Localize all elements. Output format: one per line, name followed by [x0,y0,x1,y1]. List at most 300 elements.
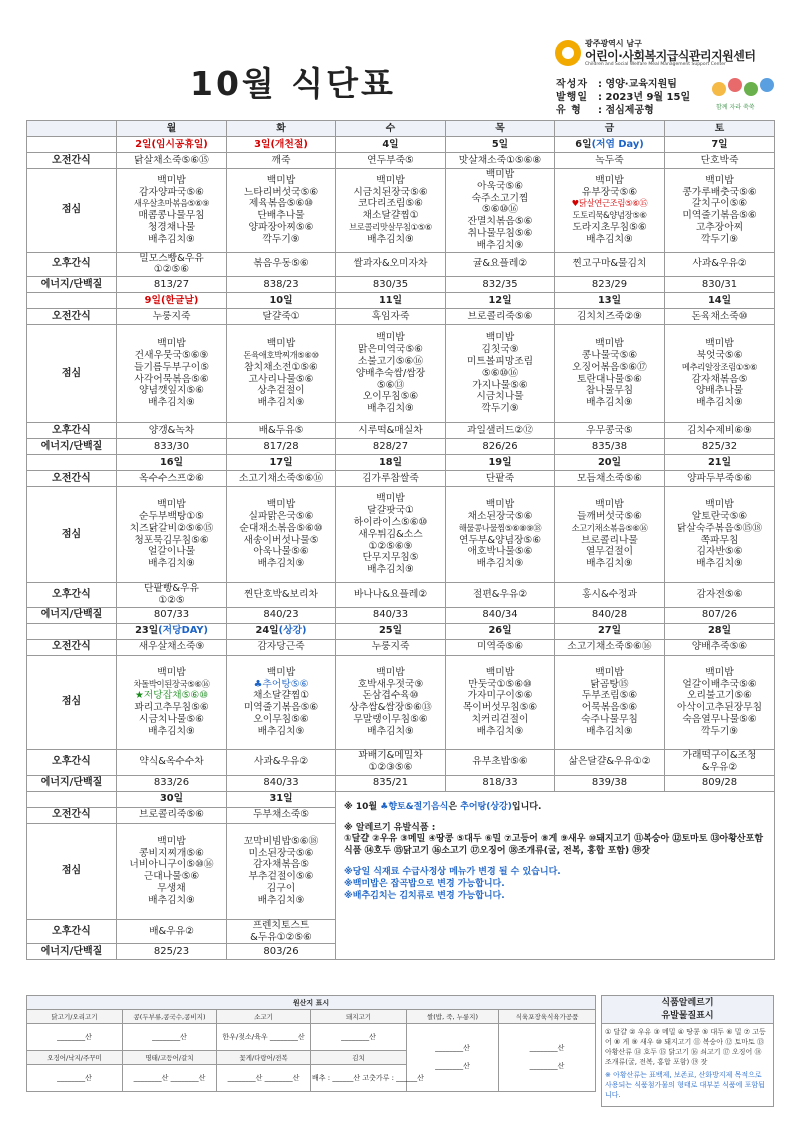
morning-snack-cell: 닭살채소죽⑤⑥⑮ [117,153,227,169]
lunch-cell [227,325,336,423]
date-row [27,293,775,309]
lunch-item: 채소된장국⑤⑥ [467,511,533,523]
lunch-item: 매콤콩나물무침 [138,210,205,222]
afternoon-snack-cell: 단팥빵&우유 ①②⑤ [117,583,227,608]
lunch-item: 숙주나물무침 [581,714,638,726]
lunch-cell [336,169,446,253]
meta-author: 작성자 : 영양·교육지원팀 [556,79,677,90]
lunch-item: 백미밥 [485,332,515,344]
energy-protein-cell: 807/26 [665,607,775,623]
morning-snack-cell: 김가루참쌀죽 [336,471,446,487]
lunch-item: 오이무침⑤⑥ [253,714,309,726]
row-label: 오후간식 [27,749,117,775]
afternoon-snack-cell: 배&우유② [117,919,227,944]
morning-snack-cell: 깨죽 [227,153,336,169]
row-label: 오전간식 [27,309,117,325]
energy-protein-cell: 840/33 [336,607,446,623]
lunch-cell [117,655,227,749]
afternoon-row [27,749,775,775]
morning-snack-cell: 옥수수스프②⑥ [117,471,227,487]
lunch-cell [117,325,227,423]
lunch-item: 잔멸치볶음⑤⑥ [467,216,533,228]
lunch-cell [117,487,227,583]
lunch-item: 느타리버섯국⑤⑥ [243,186,319,198]
lunch-item: 양배추나물 [695,385,744,397]
lunch-item: 백미밥 [266,174,296,186]
lunch-item: 시금치나물 [476,391,524,403]
lunch-item: 순두부백탕①⑤ [139,511,204,523]
row-label: 점심 [27,169,117,253]
lunch-item: 순대채소볶음⑤⑥⑩ [239,522,323,534]
date-cell: 23일(저당DAY) [117,623,227,639]
logo-center-name: 어린이·사회복지급식관리지원센터 [585,49,756,63]
lunch-item: ⑤⑥⑩⑯ [481,204,519,216]
notes-panel [344,802,766,903]
date-row [27,623,775,639]
date-cell: 9일(한글날) [117,293,227,309]
lunch-cell [336,487,446,583]
morning-snack-cell: 양배추죽⑤⑥ [665,639,775,655]
lunch-item: 배추김치⑨ [696,558,743,570]
lunch-item: 돈육애호박찌개⑤⑥⑩ [243,350,319,361]
lunch-item: 배추김치⑨ [257,894,305,906]
afternoon-snack-cell: 가래떡구이&조청 &우유② [665,749,775,775]
row-label: 에너지/단백질 [27,277,117,293]
morning-snack-cell: 감자당근죽 [227,639,336,655]
origin-field[interactable]: ________산 ________산 [123,1065,217,1092]
morning-row [27,471,775,487]
energy-protein-cell: 825/32 [665,439,775,455]
lunch-item: 배추김치⑨ [367,403,414,415]
lunch-item: 무생채 [157,883,186,895]
lunch-item: 배추김치⑨ [476,558,524,570]
lunch-item: 들기름두부구이⑤ [133,361,210,373]
lunch-item: 배추김치⑨ [148,558,195,570]
lunch-item: 깍두기⑨ [262,233,300,245]
lunch-item: 아욱나물⑤⑥ [253,546,309,558]
lunch-item: 청포묵김무침⑤⑥ [134,534,209,546]
lunch-item: 도토리묵&양념장⑤⑥ [572,210,647,221]
lunch-item: 김자반⑤⑥ [696,546,743,558]
row-label: 오전간식 [27,153,117,169]
morning-snack-cell: 단팥죽 [446,471,555,487]
origin-title: 원산지 표시 [27,996,596,1010]
date-cell: 13일 [555,293,665,309]
origin-field[interactable]: ________산 [311,1024,407,1051]
origin-header: 김치 [311,1051,407,1065]
row-label: 오후간식 [27,423,117,439]
lunch-item: 돈삼겹수육⑩ [362,690,419,702]
notice-rice: ※백미밥은 잡곡밥으로 변경 가능합니다. [344,878,505,889]
energy-protein-cell: 813/27 [117,277,227,293]
date-cell: 7일 [665,137,775,153]
morning-snack-cell: 새우살채소죽⑨ [117,639,227,655]
energy-protein-cell: 833/30 [117,439,227,455]
lunch-item: 가지나물⑤⑥ [472,379,528,391]
morning-snack-cell: 맛살채소죽①⑤⑥⑧ [446,153,555,169]
lunch-item: 백미밥 [157,499,186,511]
lunch-item: ⑤⑥⑩⑯ [481,367,519,379]
lunch-item: 알토란국⑤⑥ [691,511,748,523]
date-cell: 31일 [227,791,336,807]
origin-field-meat[interactable]: ________산 ________산 [499,1024,596,1092]
lunch-item: 토란대나물⑤⑥ [577,373,642,385]
energy-protein-cell: 833/26 [117,775,227,791]
lunch-item: 상추겉절이 [257,385,305,397]
energy-protein-cell: 840/33 [227,775,336,791]
lunch-row [27,169,775,253]
energy-protein-cell: 835/21 [336,775,446,791]
lunch-item: 고사리나물⑤⑥ [248,373,314,385]
lunch-item: 소불고기⑤⑥⑯ [357,355,424,367]
page-title: 10월 식단표 [190,64,396,103]
day-header: 수 [336,121,446,137]
morning-snack-cell: 소고기채소죽⑤⑥⑯ [227,471,336,487]
lunch-item: 배추김치⑨ [148,894,195,906]
lunch-cell [555,169,665,253]
morning-snack-cell: 누룽지죽 [336,639,446,655]
lunch-cell [446,655,555,749]
lunch-cell [555,487,665,583]
lunch-cell [227,823,336,919]
afternoon-row [27,252,775,277]
lunch-cell [446,487,555,583]
origin-field[interactable]: 한우/젖소/육우 ________산 [217,1024,311,1051]
date-cell: 24일(상강) [227,623,336,639]
afternoon-snack-cell: 삶은달걀&우유①② [555,749,665,775]
lunch-item: 치즈닭갈비②⑤⑥⑮ [129,522,214,534]
lunch-item: 해물콩나물찜⑤⑥⑧⑨⑱ [458,522,542,533]
date-row [27,137,775,153]
energy-protein-cell: 840/23 [227,607,336,623]
lunch-item: 맑은미역국⑤⑥ [358,344,423,356]
lunch-item: 미역줄기볶음⑤⑥ [243,702,319,714]
lunch-item: 얼갈이나물 [147,546,196,558]
date-cell: 10일 [227,293,336,309]
lunch-item: 배추김치⑨ [696,397,743,409]
afternoon-snack-cell: 배&두유⑤ [227,423,336,439]
lunch-item: 백미밥 [705,499,734,511]
date-cell: 20일 [555,455,665,471]
energy-protein-cell: 832/35 [446,277,555,293]
lunch-item: 백미밥 [485,169,515,180]
energy-row [27,607,775,623]
lunch-item: 무말랭이무침⑤⑥ [353,714,428,726]
afternoon-snack-cell: 약식&옥수수차 [117,749,227,775]
lunch-cell [117,169,227,253]
lunch-cell [446,325,555,423]
date-cell: 21일 [665,455,775,471]
lunch-item: 오이무침⑤⑥ [362,391,419,403]
lunch-item: 백미밥 [485,499,515,511]
lunch-item: 배추김치⑨ [476,239,524,251]
afternoon-snack-cell: 절편&우유② [446,583,555,608]
lunch-item: 콩비지찌개⑤⑥ [139,847,204,859]
origin-field[interactable]: ________산 [27,1024,123,1051]
lunch-item: 부추겉절이⑤⑥ [248,871,314,883]
afternoon-snack-cell: 볶음우동⑤⑥ [227,252,336,277]
morning-snack-cell: 소고기채소죽⑤⑥⑯ [555,639,665,655]
lunch-item: 코다리조림⑤⑥ [358,198,423,210]
lunch-item: 백미밥 [157,666,186,678]
lunch-item: 시금치된장국⑤⑥ [353,186,428,198]
energy-protein-cell: 830/35 [336,277,446,293]
lunch-item: 백미밥 [157,835,186,847]
lunch-cell [555,325,665,423]
lunch-item: 배추김치⑨ [367,725,414,737]
day-header: 화 [227,121,336,137]
kid-icon [760,78,774,92]
afternoon-snack-cell: 과일샐러드②⑫ [446,423,555,439]
lunch-item: 배추김치⑨ [257,725,305,737]
afternoon-snack-cell: 양갱&녹차 [117,423,227,439]
lunch-item: 상추쌈&쌈장⑤⑥⑬ [349,702,432,714]
lunch-item: 배추김치⑨ [367,233,414,245]
lunch-item: 배추김치⑨ [257,558,305,570]
origin-header: 명태/고등어/갈치 [123,1051,217,1065]
origin-header: 오징어/낙지/주꾸미 [27,1051,123,1065]
energy-row [27,775,775,791]
lunch-cell [665,655,775,749]
lunch-item: 애호박나물⑤⑥ [467,546,533,558]
document-meta [556,78,690,117]
lunch-item: 감자양파국⑤⑥ [139,186,204,198]
lunch-item: 배추김치⑨ [367,564,414,576]
meal-table [26,120,775,960]
morning-snack-cell: 모듬채소죽⑤⑥ [555,471,665,487]
lunch-item: 백미밥 [376,332,405,344]
corner-cell [27,121,117,137]
date-cell: 3일(개천절) [227,137,336,153]
lunch-item: 브로콜리나물 [581,534,638,546]
date-cell: 19일 [446,455,555,471]
lunch-item: 아욱국⑤⑥ [477,180,523,192]
row-label: 점심 [27,655,117,749]
row-label: 오후간식 [27,583,117,608]
morning-row [27,639,775,655]
date-cell: 17일 [227,455,336,471]
date-cell: 5일 [446,137,555,153]
row-label: 오전간식 [27,639,117,655]
lunch-item: 차돌박이된장국⑤⑥⑯ [133,678,210,689]
afternoon-snack-cell: 우무콩국⑤ [555,423,665,439]
center-logo [555,38,775,72]
lunch-item: 양념깻잎지⑤⑥ [139,385,204,397]
row-label: 에너지/단백질 [27,607,117,623]
lunch-item: 근대나물⑤⑥ [143,871,200,883]
energy-protein-cell: 838/23 [227,277,336,293]
lunch-item: 가자미구이⑤⑥ [467,690,533,702]
footer [26,995,774,1107]
lunch-item: 백미밥 [705,338,734,350]
day-header: 목 [446,121,555,137]
lunch-item: 목이버섯무침⑤⑥ [462,702,538,714]
lunch-item: 유부장국⑤⑥ [581,186,638,198]
row-label: 에너지/단백질 [27,944,117,960]
lunch-cell [117,823,227,919]
lunch-item: 청경채나물 [147,222,196,234]
energy-protein-cell: 817/28 [227,439,336,455]
origin-header: 식육포장육식육가공품 [499,1010,596,1024]
lunch-item: 백미밥 [266,338,296,350]
lunch-item: 꽈리고추무침⑤⑥ [134,702,209,714]
origin-field[interactable]: ________산 [123,1024,217,1051]
lunch-item: 배추김치⑨ [586,233,633,245]
lunch-item: 참나물무침 [585,385,634,397]
row-label: 오전간식 [27,807,117,823]
lunch-item: 양파장아찌⑤⑥ [248,222,314,234]
lunch-item: 콩나물국⑤⑥ [581,350,638,362]
morning-snack-cell: 흑임자죽 [336,309,446,325]
meta-type: 유 형 : 점심제공형 [556,105,654,116]
origin-table [26,995,596,1092]
lunch-item: 채소달걀찜① [362,210,419,222]
afternoon-snack-cell: 홍시&수정과 [555,583,665,608]
afternoon-snack-cell: 찐고구마&물김치 [555,252,665,277]
lunch-item: 백미밥 [595,499,624,511]
lunch-item: 사각어묵볶음⑤⑥ [134,373,209,385]
lunch-item: 콩가루배춧국⑤⑥ [682,186,757,198]
lunch-item: 깍두기⑨ [481,403,519,415]
lunch-item: 치커리겉절이 [471,714,529,726]
morning-snack-cell: 연두부죽⑤ [336,153,446,169]
lunch-item: 제육볶음⑤⑥⑩ [248,198,314,210]
morning-snack-cell: 브로콜리죽⑤⑥ [446,309,555,325]
lunch-cell [227,655,336,749]
lunch-item: 새우살초마볶음⑤⑥⑨ [133,198,210,209]
origin-header: 꽃게/다랑어/전복 [217,1051,311,1065]
lunch-cell [336,325,446,423]
kid-icon [712,82,726,96]
lunch-item: 미소된장국⑤⑥ [248,847,314,859]
origin-field[interactable]: ________산 [27,1065,123,1092]
morning-snack-cell: 녹두죽 [555,153,665,169]
lunch-item: 배추김치⑨ [476,725,524,737]
afternoon-snack-cell: 밀모스빵&우유 ①②⑤⑥ [117,252,227,277]
date-cell: 28일 [665,623,775,639]
energy-protein-cell: 826/26 [446,439,555,455]
morning-snack-cell: 돈육채소죽⑩ [665,309,775,325]
morning-snack-cell: 미역죽⑤⑥ [446,639,555,655]
lunch-item: 배추김치⑨ [586,397,633,409]
energy-protein-cell: 835/38 [555,439,665,455]
morning-snack-cell: 브로콜리죽⑤⑥ [117,807,227,823]
day-header-row [27,121,775,137]
lunch-item: 도라지초무침⑤⑥ [572,222,647,234]
date-cell: 4일 [336,137,446,153]
lunch-item: 꼬막비빔밥⑤⑥⑱ [243,835,319,847]
lunch-row [27,325,775,423]
lunch-item: 브로콜리맛살무침①⑤⑥ [349,222,432,233]
morning-snack-cell: 양파두부죽⑤⑥ [665,471,775,487]
lunch-item: 숙음열무나물⑤⑥ [682,714,757,726]
lunch-item: 얼갈이배추국⑤⑥ [682,678,757,690]
lunch-item: 김칫국⑨ [481,344,519,356]
energy-protein-cell: 840/28 [555,607,665,623]
energy-protein-cell: 825/23 [117,944,227,960]
lunch-item: 만둣국①⑤⑥⑩ [468,678,532,690]
day-header: 금 [555,121,665,137]
allergy-box-title: 식품알레르기 유발물질표시 [602,996,773,1024]
lunch-item: 배추김치⑨ [148,233,195,245]
afternoon-snack-cell: 사과&우유② [665,252,775,277]
origin-field-kimchi[interactable]: 배추 : ______산 고춧가루 : ______산 [311,1065,407,1092]
lunch-cell [665,169,775,253]
energy-row [27,277,775,293]
allergy-box-list: ① 달걀 ② 우유 ③ 메밀 ④ 땅콩 ⑤ 대두 ⑥ 밀 ⑦ 고등어 ⑧ 게 ⑨ 새우 ⑩ 돼지고기 ⑪ 복숭아 ⑫ 토마토 ⑬ 아황산류 ⑭ 호두 ⑮ 닭고기 ⑯ 쇠고기 ⑰ 오징어 ⑱ 조개류(굴, 전복, 홍합 포함) ⑲ 잣 [605,1028,766,1066]
lunch-row [27,655,775,749]
date-cell: 12일 [446,293,555,309]
lunch-item: 닭살숙주볶음⑤⑮⑱ [676,522,763,534]
origin-field[interactable]: ________산 ________산 [217,1065,311,1092]
lunch-item: 건새우뭇국⑤⑥⑨ [134,350,209,362]
date-cell: 25일 [336,623,446,639]
date-cell: 2일(임시공휴일) [117,137,227,153]
afternoon-snack-cell: 바나나&요플레② [336,583,446,608]
morning-snack-cell: 누룽지죽 [117,309,227,325]
lunch-item: 감자채볶음⑤ [691,373,748,385]
lunch-item: 오리불고기⑤⑥ [687,690,752,702]
energy-protein-cell: 828/27 [336,439,446,455]
lunch-item: 미역줄기볶음⑤⑥ [682,210,757,222]
lunch-item: 백미밥 [266,499,296,511]
lunch-item: 배추김치⑨ [148,397,195,409]
afternoon-snack-cell: 쌀과자&오미자차 [336,252,446,277]
lunch-item: 아삭이고추된장무침 [676,702,763,714]
date-cell: 18일 [336,455,446,471]
energy-protein-cell: 823/29 [555,277,665,293]
lunch-item: 호박새우젓국⑨ [357,678,424,690]
lunch-item: 백미밥 [376,493,405,505]
notes-cell [336,791,775,960]
row-label: 점심 [27,823,117,919]
kids-illustration [710,78,776,110]
date-row [27,455,775,471]
energy-protein-cell: 839/38 [555,775,665,791]
afternoon-snack-cell: 찐단호박&보리차 [227,583,336,608]
energy-protein-cell: 830/31 [665,277,775,293]
origin-field-rice[interactable]: ________산 ________산 [407,1024,499,1092]
row-label: 점심 [27,325,117,423]
lunch-item: 시금치나물⑤⑥ [139,714,204,726]
notice-change: ※당일 식재료 수급사정상 메뉴가 변경 될 수 있습니다. [344,866,561,877]
lunch-item: 북엇국⑤⑥ [696,350,743,362]
lunch-item: 단배추나물 [257,210,305,222]
lunch-item: 쪽파무침 [700,534,739,546]
lunch-cell [227,169,336,253]
energy-protein-cell: 818/33 [446,775,555,791]
morning-row [27,153,775,169]
lunch-item: 참치채소전①⑤⑥ [244,361,318,373]
lunch-cell [227,487,336,583]
lunch-item: 김구이 [266,883,296,895]
lunch-item: 백미밥 [595,666,624,678]
lunch-item: ①②⑤⑥⑨ [368,540,413,552]
date-cell: 26일 [446,623,555,639]
lunch-item: 고추장아찌 [695,222,744,234]
lunch-cell [555,655,665,749]
allergy-box-sulfite-note: ※ 아황산류는 표백제, 보존료, 산화방지제 목적으로 사용되는 식품첨가물의 형태로 대부분 식품에 포함됩니다. [605,1071,765,1099]
lunch-item: 백미밥 [705,174,734,186]
lunch-item: 백미밥 [376,666,405,678]
lunch-item: 메추리알장조림①⑤⑥ [681,361,758,372]
lunch-item: 백미밥 [705,666,734,678]
lunch-item: 단무지무침⑤ [362,552,419,564]
energy-row [27,439,775,455]
lunch-item: 새송이버섯나물⑤ [243,534,319,546]
date-cell: 30일 [117,791,227,807]
lunch-item: 들깨버섯국⑤⑥ [577,511,642,523]
